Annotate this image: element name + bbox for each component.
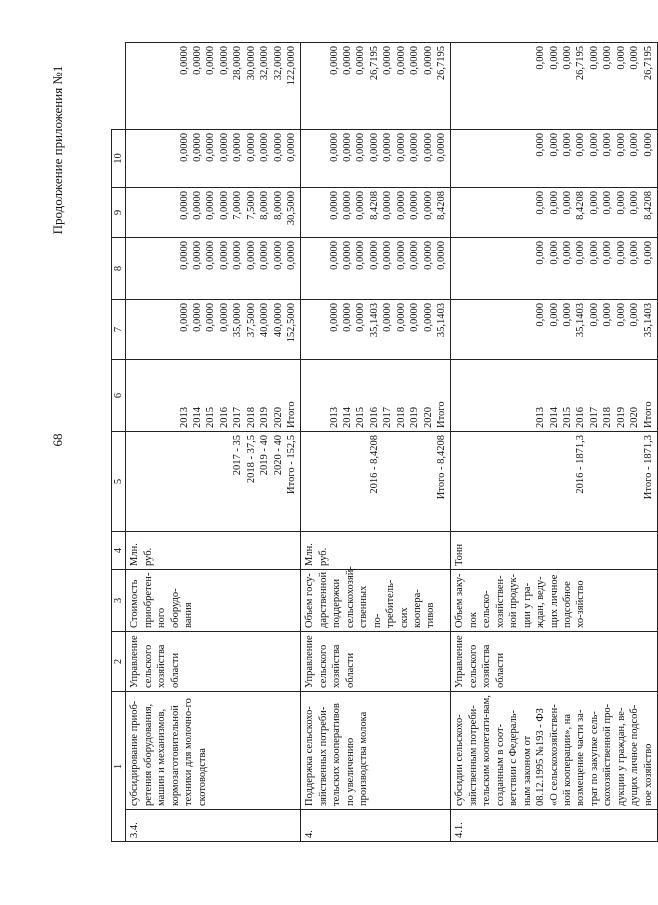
amount-v9-line: 0,000 bbox=[535, 133, 547, 157]
amount-v9-line: 0,0000 bbox=[328, 133, 340, 162]
year-list-line: 2015 bbox=[355, 407, 367, 428]
amount-v8-line: 0,0000 bbox=[395, 191, 407, 220]
amount-v7-line: 0,0000 bbox=[178, 241, 190, 270]
header-cell-5: 5 bbox=[112, 432, 126, 532]
target-value-line bbox=[328, 435, 341, 528]
amount-v9-line: 0,000 bbox=[575, 133, 587, 157]
amount-v8 bbox=[126, 188, 301, 238]
header-cell-4: 4 bbox=[112, 532, 126, 570]
indicator-name: Стоимость приобретен-ного оборудо-вания bbox=[126, 570, 301, 632]
header-cell-6: 6 bbox=[112, 360, 126, 432]
amount-v6-line: 0,000 bbox=[629, 303, 641, 327]
unit: Млн. руб. bbox=[126, 532, 301, 570]
amount-v9-line: 0,0000 bbox=[272, 133, 284, 162]
amount-v7-line: 0,0000 bbox=[245, 241, 257, 270]
amount-v6-line: 0,000 bbox=[588, 303, 600, 327]
year-list-line: 2017 bbox=[588, 407, 600, 428]
amount-v7-line: 0,000 bbox=[575, 241, 587, 265]
amount-v8-line: 0,000 bbox=[602, 191, 614, 215]
target-value-line: 2017 - 35 bbox=[232, 435, 244, 476]
amount-v7-line: 0,0000 bbox=[286, 241, 297, 270]
row-number: 3.4. bbox=[126, 810, 301, 842]
amount-v10-line: 0,0000 bbox=[178, 46, 190, 75]
amount-v7-line: 0,000 bbox=[588, 241, 600, 265]
amount-v8-line: 8,4208 bbox=[575, 191, 587, 220]
year-list-line: 2013 bbox=[328, 407, 340, 428]
amount-v8-line: 0,000 bbox=[615, 191, 627, 215]
year-list-line: 2016 bbox=[218, 407, 230, 428]
target-value-line: 2016 - 1871,3 bbox=[575, 435, 587, 494]
amount-v7-line: 0,0000 bbox=[232, 241, 244, 270]
amount-v10-line: 0,000 bbox=[588, 46, 600, 70]
amount-v6 bbox=[451, 300, 658, 360]
target-value-line bbox=[204, 435, 217, 528]
amount-v10-line: 0,0000 bbox=[395, 46, 407, 75]
amount-v8-line: 30,5000 bbox=[286, 191, 297, 226]
measure-name: Поддержка сельскохо-зяйственных потреби-тельских кооперативов по увеличению производства молока bbox=[301, 692, 451, 810]
target-value-line bbox=[628, 435, 641, 528]
amount-v8-line: 0,0000 bbox=[422, 191, 434, 220]
amount-v7-line: 0,0000 bbox=[191, 241, 203, 270]
amount-v9-line: 0,0000 bbox=[341, 133, 353, 162]
target-value-line bbox=[354, 435, 367, 528]
amount-v7-line: 0,000 bbox=[602, 241, 614, 265]
amount-v6-line: 35,1403 bbox=[436, 303, 447, 338]
header-cell-3: 3 bbox=[112, 570, 126, 632]
amount-v9-line: 0,000 bbox=[561, 133, 573, 157]
amount-v6-line: 0,0000 bbox=[395, 303, 407, 332]
amount-v7-line: 0,0000 bbox=[422, 241, 434, 270]
amount-v10-line: 0,0000 bbox=[205, 46, 217, 75]
year-list-line: 2020 bbox=[422, 407, 434, 428]
target-value-line: Итого - 8,4208 bbox=[436, 435, 447, 500]
amount-v6-line: 0,0000 bbox=[409, 303, 421, 332]
target-value-line bbox=[218, 435, 231, 528]
header-cell-1: 1 bbox=[112, 692, 126, 842]
target-value-line bbox=[561, 435, 574, 528]
row-number: 4. bbox=[301, 810, 451, 842]
amount-v6-line: 0,0000 bbox=[382, 303, 394, 332]
amount-v10-line: 0,000 bbox=[561, 46, 573, 70]
year-list-line: 2016 bbox=[575, 407, 587, 428]
year-list-line: 2014 bbox=[191, 407, 203, 428]
row-number: 4.1. bbox=[451, 810, 658, 842]
amount-v6-line: 0,0000 bbox=[341, 303, 353, 332]
amount-v7-line: 0,000 bbox=[561, 241, 573, 265]
amount-v8-line: 0,0000 bbox=[328, 191, 340, 220]
amount-v6-line: 0,000 bbox=[602, 303, 614, 327]
amount-v7 bbox=[301, 238, 451, 300]
rotated-table-wrapper bbox=[111, 42, 654, 842]
year-list-line: 2016 bbox=[368, 407, 380, 428]
amount-v9-line: 0,0000 bbox=[382, 133, 394, 162]
responsible-org: Управление сельского хозяйства области bbox=[451, 632, 658, 692]
responsible-org: Управление сельского хозяйства области bbox=[301, 632, 451, 692]
amount-v6-line: 0,0000 bbox=[178, 303, 190, 332]
amount-v9-line: 0,000 bbox=[588, 133, 600, 157]
amount-v6-line: 35,1403 bbox=[368, 303, 380, 338]
year-list-line: 2017 bbox=[382, 407, 394, 428]
amount-v7-line: 0,0000 bbox=[395, 241, 407, 270]
header-cell-7: 7 bbox=[112, 300, 126, 360]
year-list-line: 2013 bbox=[178, 407, 190, 428]
amount-v10-line: 0,0000 bbox=[191, 46, 203, 75]
amount-v10-line: 0,0000 bbox=[422, 46, 434, 75]
amount-v10 bbox=[451, 43, 658, 130]
amount-v8-line: 7,5000 bbox=[245, 191, 257, 220]
year-list-line: 2020 bbox=[629, 407, 641, 428]
amount-v10-line: 26,7195 bbox=[368, 46, 380, 81]
amount-v10-line: 0,000 bbox=[535, 46, 547, 70]
amount-v9-line: 0,000 bbox=[548, 133, 560, 157]
year-list bbox=[126, 360, 301, 432]
amount-v6-line: 40,0000 bbox=[272, 303, 284, 338]
amount-v6-line: 35,1403 bbox=[575, 303, 587, 338]
year-list-line: 2014 bbox=[341, 407, 353, 428]
amount-v7-line: 0,000 bbox=[548, 241, 560, 265]
amount-v10-line: 0,0000 bbox=[341, 46, 353, 75]
amount-v7-line: 0,000 bbox=[535, 241, 547, 265]
amount-v8-line: 8,0000 bbox=[272, 191, 284, 220]
amount-v8-line: 7,0000 bbox=[232, 191, 244, 220]
amount-v8 bbox=[451, 188, 658, 238]
amount-v9-line: 0,0000 bbox=[355, 133, 367, 162]
amount-v7-line: 0,0000 bbox=[328, 241, 340, 270]
amount-v9-line: 0,0000 bbox=[286, 133, 297, 162]
amount-v10-line: 0,0000 bbox=[218, 46, 230, 75]
responsible-org: Управление сельского хозяйства области bbox=[126, 632, 301, 692]
page-caption: Продолжение приложения №1 bbox=[50, 65, 65, 235]
amount-v8-line: 8,0000 bbox=[259, 191, 271, 220]
amount-v8-line: 0,000 bbox=[561, 191, 573, 215]
amount-v7-line: 0,0000 bbox=[382, 241, 394, 270]
amount-v7-line: 0,0000 bbox=[409, 241, 421, 270]
target-value-line: 2016 - 8,4208 bbox=[368, 435, 380, 494]
header-cell-2: 2 bbox=[112, 632, 126, 692]
year-list-line: 2020 bbox=[272, 407, 284, 428]
measure-name: субсидии сельскохо-зяйственным потреби-тельским коопетати-вам, созданным в соот-ветствии с Федераль-ным законом от 08.12.1995 №193 - ФЗ «О сельскохозяйствен-ной кооперации», на возмещение части за-трат по закупке сель-скохозяйственной про-дукции у граждан, ве-дущих личное подсоб-ное хозяйство bbox=[451, 692, 658, 810]
target-value-line bbox=[381, 435, 394, 528]
target-value-line bbox=[615, 435, 628, 528]
amount-v10-line: 0,000 bbox=[548, 46, 560, 70]
header-cell-8: 8 bbox=[112, 238, 126, 300]
amount-v7-line: 0,0000 bbox=[341, 241, 353, 270]
year-list-line: 2017 bbox=[232, 407, 244, 428]
amount-v6-line: 0,0000 bbox=[191, 303, 203, 332]
amount-v7-line: 0,000 bbox=[642, 241, 654, 265]
table-row bbox=[126, 43, 301, 842]
amount-v7-line: 0,0000 bbox=[205, 241, 217, 270]
amount-v10-line: 0,000 bbox=[615, 46, 627, 70]
table-body bbox=[126, 43, 658, 842]
amount-v10-line: 0,0000 bbox=[382, 46, 394, 75]
indicator-name: Объем госу-дарственной поддержки сельскохозяй-ственных по-требитель-ских коопера-тивов bbox=[301, 570, 451, 632]
year-list-line: 2014 bbox=[548, 407, 560, 428]
amount-v8-line: 8,4208 bbox=[436, 191, 447, 220]
target-value-line bbox=[534, 435, 547, 528]
amount-v8-line: 0,0000 bbox=[205, 191, 217, 220]
amount-v6 bbox=[301, 300, 451, 360]
target-value-line bbox=[601, 435, 614, 528]
program-table bbox=[111, 42, 658, 842]
unit: Тонн bbox=[451, 532, 658, 570]
amount-v8-line: 0,000 bbox=[588, 191, 600, 215]
amount-v10-line: 0,000 bbox=[629, 46, 641, 70]
target-value bbox=[451, 432, 658, 532]
amount-v7-line: 0,000 bbox=[629, 241, 641, 265]
amount-v9-line: 0,0000 bbox=[178, 133, 190, 162]
amount-v7 bbox=[451, 238, 658, 300]
header-cell-9: 9 bbox=[112, 188, 126, 238]
target-value-line bbox=[341, 435, 354, 528]
amount-v10-line: 32,0000 bbox=[259, 46, 271, 81]
year-list-line: 2018 bbox=[395, 407, 407, 428]
amount-v9-line: 0,0000 bbox=[422, 133, 434, 162]
table-row bbox=[301, 43, 451, 842]
amount-v9-line: 0,0000 bbox=[368, 133, 380, 162]
amount-v8-line: 0,0000 bbox=[178, 191, 190, 220]
header-row bbox=[112, 43, 126, 842]
amount-v6-line: 35,1403 bbox=[642, 303, 654, 338]
amount-v6-line: 37,5000 bbox=[245, 303, 257, 338]
year-list-line: 2013 bbox=[535, 407, 547, 428]
amount-v9-line: 0,000 bbox=[629, 133, 641, 157]
amount-v9-line: 0,0000 bbox=[436, 133, 447, 162]
amount-v7 bbox=[126, 238, 301, 300]
amount-v10-line: 28,0000 bbox=[232, 46, 244, 81]
table-row bbox=[451, 43, 658, 842]
amount-v10-line: 0,0000 bbox=[328, 46, 340, 75]
year-list-line: Итого bbox=[436, 401, 447, 428]
amount-v8-line: 8,4208 bbox=[368, 191, 380, 220]
year-list-line: 2019 bbox=[409, 407, 421, 428]
amount-v10-line: 0,0000 bbox=[409, 46, 421, 75]
target-value bbox=[301, 432, 451, 532]
amount-v9-line: 0,0000 bbox=[205, 133, 217, 162]
amount-v9 bbox=[301, 130, 451, 188]
amount-v9-line: 0,0000 bbox=[409, 133, 421, 162]
amount-v9-line: 0,000 bbox=[615, 133, 627, 157]
page-number: 68 bbox=[50, 433, 65, 447]
amount-v8-line: 0,0000 bbox=[341, 191, 353, 220]
amount-v7-line: 0,0000 bbox=[272, 241, 284, 270]
amount-v8-line: 0,000 bbox=[548, 191, 560, 215]
year-list-line: 2015 bbox=[205, 407, 217, 428]
amount-v6-line: 0,0000 bbox=[422, 303, 434, 332]
amount-v8-line: 0,000 bbox=[629, 191, 641, 215]
amount-v10-line: 26,7195 bbox=[642, 46, 654, 81]
header-cell-10: 10 bbox=[112, 130, 126, 188]
target-value-line bbox=[548, 435, 561, 528]
amount-v9-line: 0,0000 bbox=[191, 133, 203, 162]
target-value-line: Итого - 152,5 bbox=[286, 435, 297, 494]
amount-v6-line: 0,0000 bbox=[355, 303, 367, 332]
amount-v9-line: 0,0000 bbox=[232, 133, 244, 162]
amount-v7-line: 0,0000 bbox=[259, 241, 271, 270]
amount-v6-line: 0,000 bbox=[535, 303, 547, 327]
amount-v8-line: 0,0000 bbox=[218, 191, 230, 220]
amount-v6-line: 152,5000 bbox=[286, 303, 297, 343]
amount-v10 bbox=[126, 43, 301, 130]
target-value-line bbox=[588, 435, 601, 528]
amount-v7-line: 0,0000 bbox=[355, 241, 367, 270]
amount-v9 bbox=[451, 130, 658, 188]
amount-v9-line: 0,000 bbox=[602, 133, 614, 157]
amount-v9-line: 0,0000 bbox=[259, 133, 271, 162]
amount-v6-line: 35,0000 bbox=[232, 303, 244, 338]
amount-v10-line: 30,0000 bbox=[245, 46, 257, 81]
amount-v6-line: 0,000 bbox=[561, 303, 573, 327]
amount-v6-line: 40,0000 bbox=[259, 303, 271, 338]
amount-v9 bbox=[126, 130, 301, 188]
amount-v7-line: 0,0000 bbox=[218, 241, 230, 270]
amount-v7-line: 0,0000 bbox=[368, 241, 380, 270]
amount-v9-line: 0,0000 bbox=[245, 133, 257, 162]
amount-v9-line: 0,0000 bbox=[218, 133, 230, 162]
year-list-line: 2015 bbox=[561, 407, 573, 428]
amount-v7-line: 0,000 bbox=[615, 241, 627, 265]
target-value-line bbox=[422, 435, 435, 528]
amount-v6-line: 0,000 bbox=[548, 303, 560, 327]
amount-v8-line: 0,0000 bbox=[409, 191, 421, 220]
measure-name: субсидирование приоб-ретения оборудования, машин и механизмов, кормозаготовительной техники для молочно-го скотоводства bbox=[126, 692, 301, 810]
target-value-line: Итого - 1871,3 bbox=[642, 435, 654, 500]
target-value-line bbox=[408, 435, 421, 528]
target-value bbox=[126, 432, 301, 532]
target-value-line: 2018 - 37,5 bbox=[245, 435, 257, 484]
year-list-line: 2019 bbox=[615, 407, 627, 428]
amount-v10-line: 32,0000 bbox=[272, 46, 284, 81]
target-value-line bbox=[178, 435, 191, 528]
amount-v6-line: 0,0000 bbox=[218, 303, 230, 332]
target-value-line bbox=[395, 435, 408, 528]
unit: Млн. руб. bbox=[301, 532, 451, 570]
amount-v9-line: 0,000 bbox=[642, 133, 654, 157]
amount-v6-line: 0,0000 bbox=[205, 303, 217, 332]
year-list-line: 2018 bbox=[245, 407, 257, 428]
amount-v8-line: 0,000 bbox=[535, 191, 547, 215]
year-list bbox=[301, 360, 451, 432]
year-list-line: 2019 bbox=[259, 407, 271, 428]
amount-v8 bbox=[301, 188, 451, 238]
amount-v10-line: 0,000 bbox=[602, 46, 614, 70]
target-value-line: 2020 - 40 bbox=[272, 435, 284, 476]
amount-v9-line: 0,0000 bbox=[395, 133, 407, 162]
amount-v6 bbox=[126, 300, 301, 360]
amount-v10-line: 26,7195 bbox=[436, 46, 447, 81]
amount-v8-line: 0,0000 bbox=[355, 191, 367, 220]
indicator-name: Объем заку-пок сельско-хозяйствен-ной продук-ции у гра-ждан, веду-щих личное подсобное хо-зяйство bbox=[451, 570, 658, 632]
amount-v7-line: 0,0000 bbox=[436, 241, 447, 270]
amount-v10 bbox=[301, 43, 451, 130]
amount-v8-line: 0,0000 bbox=[382, 191, 394, 220]
amount-v10-line: 0,0000 bbox=[355, 46, 367, 75]
amount-v8-line: 8,4208 bbox=[642, 191, 654, 220]
amount-v10-line: 122,0000 bbox=[286, 46, 297, 86]
year-list-line: Итого bbox=[642, 401, 654, 428]
amount-v6-line: 0,0000 bbox=[328, 303, 340, 332]
target-value-line: 2019 - 40 bbox=[259, 435, 271, 476]
amount-v6-line: 0,000 bbox=[615, 303, 627, 327]
target-value-line bbox=[191, 435, 204, 528]
year-list-line: 2018 bbox=[602, 407, 614, 428]
year-list bbox=[451, 360, 658, 432]
amount-v8-line: 0,0000 bbox=[191, 191, 203, 220]
year-list-line: Итого bbox=[286, 401, 297, 428]
amount-v10-line: 26,7195 bbox=[575, 46, 587, 81]
